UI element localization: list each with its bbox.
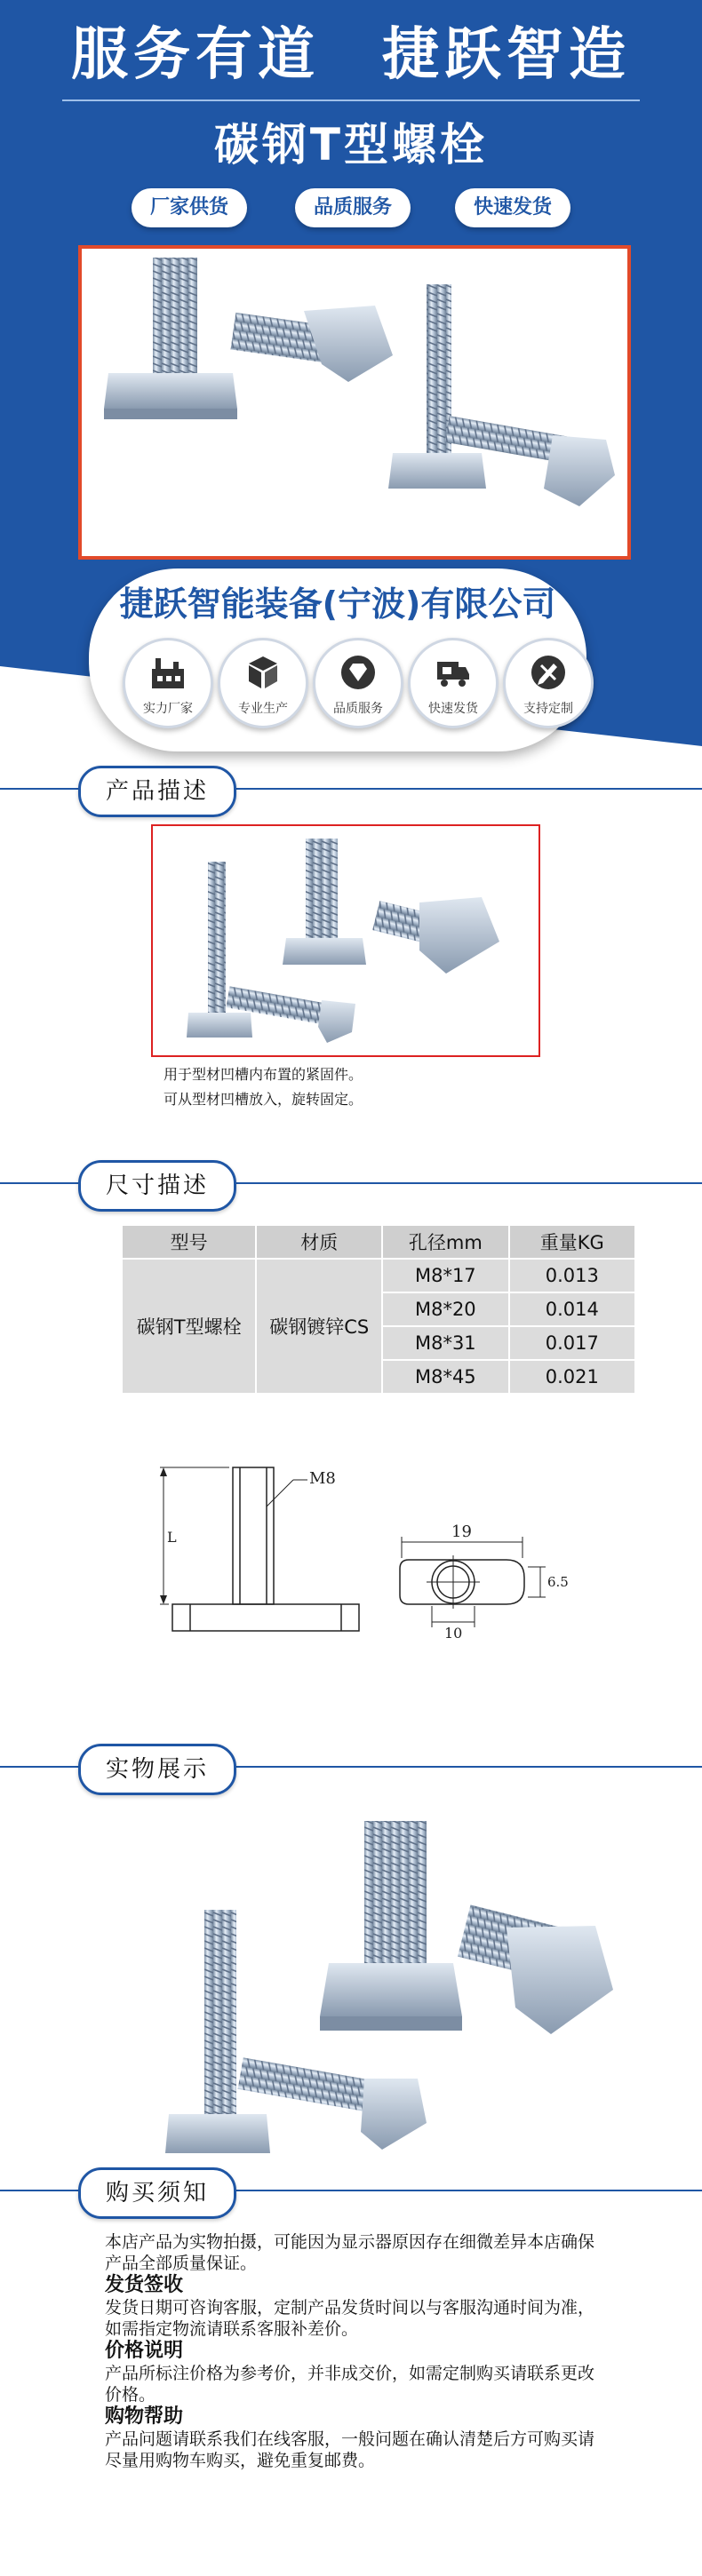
boxes-icon (243, 653, 283, 692)
header-material: 材质 (256, 1225, 382, 1259)
notice-intro: 本店产品为实物拍摄，可能因为显示器原因存在细微差异本店确保产品全部质量保证。 (105, 2232, 595, 2273)
badge-label: 品质服务 (333, 702, 383, 716)
cell-size: M8*31 (382, 1326, 509, 1360)
badge-custom-support (503, 638, 594, 728)
hero-slogan: 服务有道 捷跃智造 (71, 22, 631, 88)
spec-table (121, 1224, 636, 1395)
cell-weight: 0.014 (509, 1292, 635, 1326)
technical-drawing (151, 1444, 613, 1675)
notice-shipping-text: 发货日期可咨询客服，定制产品发货时间以与客服沟通时间为准，如需指定物流请联系客服补差价。 (105, 2298, 595, 2339)
bolt-tall-right (388, 284, 486, 489)
cell-weight: 0.017 (509, 1326, 635, 1360)
section-header-showcase: 实物展示 (78, 1744, 236, 1795)
badge-quality-service (313, 638, 403, 728)
pill-factory-supply: 厂家供货 (132, 188, 247, 227)
cell-material: 碳钢镀锌CS (256, 1259, 382, 1394)
header-model: 型号 (122, 1225, 256, 1259)
section-header-notice: 购买须知 (78, 2167, 236, 2219)
table-row (122, 1259, 635, 1292)
truck-icon (434, 653, 473, 692)
section-header-size: 尺寸描述 (78, 1160, 236, 1212)
inner-width-label: 10 (444, 1625, 463, 1642)
pencil-ruler-icon (529, 653, 568, 692)
height-label: 6.5 (547, 1574, 569, 1590)
pill-quality-service: 品质服务 (295, 188, 411, 227)
badge-strength-factory (123, 638, 213, 728)
showcase-product-photo (151, 1812, 622, 2176)
purchase-notice (105, 2231, 602, 2471)
header-weight: 重量KG (509, 1225, 635, 1259)
hero-product-photo (78, 245, 631, 560)
cell-size: M8*45 (382, 1360, 509, 1394)
company-name: 捷跃智能装备(宁波)有限公司 (119, 584, 556, 624)
bolt-tall-left (165, 1910, 270, 2153)
width-label: 19 (451, 1523, 472, 1541)
factory-icon (148, 653, 187, 692)
description-product-photo (151, 824, 540, 1057)
table-header-row (122, 1225, 635, 1259)
length-label: L (167, 1529, 177, 1546)
thread-label: M8 (309, 1469, 336, 1488)
bolt-upright-center (283, 839, 366, 965)
badge-label: 支持定制 (523, 702, 573, 716)
notice-price-text: 产品所标注价格为参考价，并非成交价，如需定制购买请联系更改价格。 (105, 2364, 595, 2405)
cell-size: M8*20 (382, 1292, 509, 1326)
cell-weight: 0.013 (509, 1259, 635, 1292)
notice-heading-help: 购物帮助 (105, 2405, 184, 2428)
cell-model: 碳钢T型螺栓 (122, 1259, 256, 1394)
bolt-upright-left (104, 258, 237, 419)
badge-label: 专业生产 (238, 702, 288, 716)
slogan-divider (62, 99, 640, 101)
notice-help-text: 产品问题请联系我们在线客服，一般问题在确认清楚后方可购买请尽量用购物车购买，避免重复邮费。 (105, 2429, 595, 2470)
description-line-2: 可从型材凹槽放入，旋转固定。 (164, 1091, 363, 1108)
diamond-icon (339, 653, 378, 692)
notice-heading-price: 价格说明 (105, 2340, 184, 2362)
bolt-tall-left (187, 862, 252, 1038)
cell-weight: 0.021 (509, 1360, 635, 1394)
description-line-1: 用于型材凹槽内布置的紧固件。 (164, 1066, 363, 1083)
bolt-upright-center (320, 1821, 462, 2031)
badge-label: 快速发货 (428, 702, 478, 716)
cell-size: M8*17 (382, 1259, 509, 1292)
pill-fast-shipping: 快速发货 (455, 188, 570, 227)
bolt-lying-middle (231, 306, 393, 382)
badge-professional-production (218, 638, 308, 728)
product-title: 碳钢T型螺栓 (213, 119, 489, 171)
badge-fast-shipping (408, 638, 499, 728)
header-hole: 孔径mm (382, 1225, 509, 1259)
section-header-description: 产品描述 (78, 766, 236, 817)
notice-heading-shipping: 发货签收 (105, 2274, 184, 2296)
bolt-lying-right (458, 1904, 613, 2034)
badge-label: 实力厂家 (143, 702, 193, 716)
bolt-lying-right (372, 897, 499, 974)
